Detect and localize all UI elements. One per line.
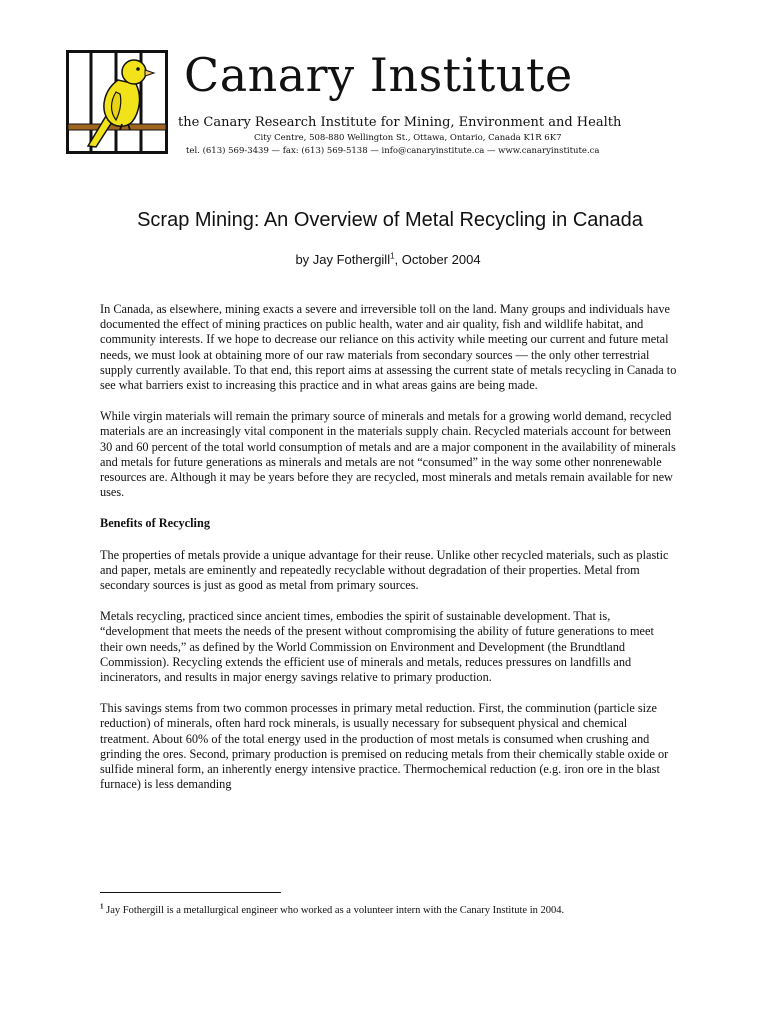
document-body <box>100 302 678 808</box>
byline-date: , October 2004 <box>394 252 481 267</box>
paragraph: In Canada, as elsewhere, mining exacts a severe and irreversible toll on the land. Many groups and individuals have documented the effect of mining practices on public health, water and air quality, fish and wildlife habitat, and community interests. If we hope to decrease our reliance on this activity while meeting our current and future metal needs, we must look at obtaining more of our raw materials from secondary sources — the only other terrestrial supply currently available. To that end, this report aims at assessing the current state of metals recycling in Canada to see what barriers exist to increasing this practice and in what areas gains are being made. <box>100 302 677 393</box>
org-tagline: the Canary Research Institute for Mining, Environment and Health <box>178 115 622 130</box>
org-address: City Centre, 508-880 Wellington St., Ottawa, Ontario, Canada K1R 6K7 <box>254 133 562 143</box>
org-contact: tel. (613) 569-3439 — fax: (613) 569-5138 — info@canaryinstitute.ca — www.canaryinstitute.ca <box>186 146 600 156</box>
paragraph: The properties of metals provide a unique advantage for their reuse. Unlike other recycled materials, such as plastic and paper, metals are eminently and repeatedly recyclable without degradation of their properties. Metal from secondary sources is just as good as metal from primary sources. <box>100 547 669 593</box>
paragraph: Metals recycling, practiced since ancient times, embodies the spirit of sustainable development. That is, “development that meets the needs of the present without compromising the ability of future generations to meet their own needs,” as defined by the World Commission on Environment and Development (the Brundtland Commission). Recycling extends the efficient use of minerals and metals, reduces pressures on landfills and incinerators, and results in major energy savings relative to primary production. <box>100 609 654 685</box>
footnote-ref-marker[interactable]: 1 <box>390 251 395 261</box>
canary-cage-logo <box>66 50 168 154</box>
byline-author: by Jay Fothergill <box>295 252 391 267</box>
footnote-text: Jay Fothergill is a metallurgical engineer who worked as a volunteer intern with the Canary Institute in 2004. <box>103 905 565 916</box>
document-byline <box>0 252 768 267</box>
paragraph: While virgin materials will remain the primary source of minerals and metals for a growing world demand, recycled materials are an increasingly vital component in the materials supply chain. Recycled materials account for between 30 and 60 percent of the total world consumption of metals and are a major component in the availability of minerals and metals for future generations as minerals and metals are not “consumed” in the way some other nonrenewable resources are. Although it may be years before they are recycled, most minerals and metals remain available for new uses. <box>100 409 676 500</box>
section-heading: Benefits of Recycling <box>100 516 210 531</box>
paragraph: This savings stems from two common processes in primary metal reduction. First, the comminution (particle size reduction) of minerals, often hard rock minerals, is usually necessary for subsequent physical and chemical treatment. About 60% of the total energy used in the production of most metals is consumed when crushing and grinding the ores. Second, primary production is premised on reducing metals from their chemically stable oxide or sulfide mineral form, an inherently energy intensive practice. Thermochemical reduction (e.g. iron ore in the blast furnace) is less demanding <box>100 701 669 792</box>
document-title: Scrap Mining: An Overview of Metal Recycling in Canada <box>137 209 643 231</box>
footnote-divider <box>100 892 281 893</box>
org-name: Canary Institute <box>184 48 573 102</box>
footnote <box>100 904 700 917</box>
footnote-marker: 1 <box>100 902 104 911</box>
